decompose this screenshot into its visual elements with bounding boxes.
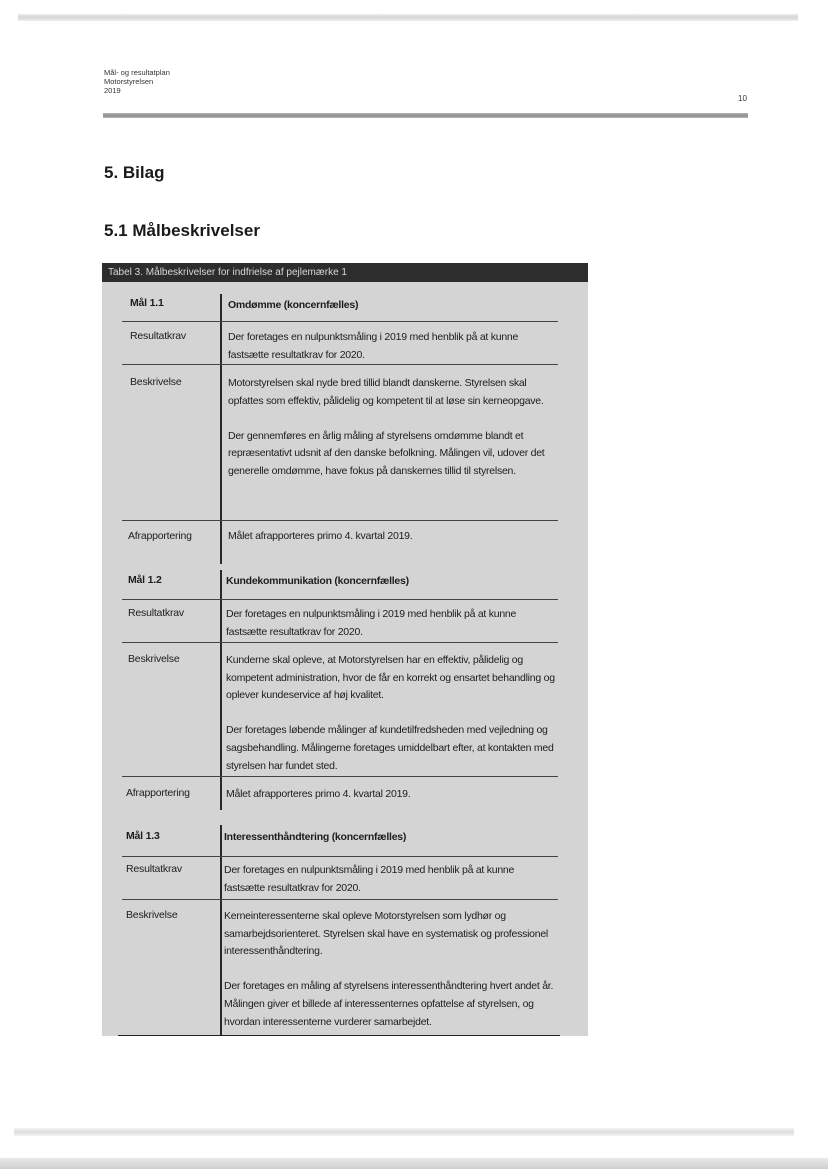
row-label: Beskrivelse xyxy=(128,653,180,665)
page-number: 10 xyxy=(738,94,747,103)
paragraph: Der foretages en nulpunktsmåling i 2019 med henblik på at kunne fastsætte resultatkrav for 2020. xyxy=(226,608,517,638)
row-label: Resultatkrav xyxy=(130,330,186,342)
subsection-title: 5.1 Målbeskrivelser xyxy=(104,221,260,240)
goal-title: Interessenthåndtering (koncernfælles) xyxy=(224,831,407,843)
header-line-2: Motorstyrelsen xyxy=(104,77,154,86)
row-label: Afrapportering xyxy=(126,787,190,799)
paragraph: Der foretages løbende målinger af kundetilfredsheden med vejledning og sagsbehandling. Målingerne foretages umiddelbart efter, at kontakten med styrelsen har fundet sted. xyxy=(226,724,554,772)
paragraph: Der foretages en nulpunktsmåling i 2019 med henblik på at kunne fastsætte resultatkrav for 2020. xyxy=(228,331,519,361)
row-label: Beskrivelse xyxy=(126,909,178,921)
row-text xyxy=(224,862,556,897)
row-text xyxy=(226,652,558,775)
paragraph: Der gennemføres en årlig måling af styrelsens omdømme blandt et repræsentativt udsnit af den danske befolkning. Målingen vil, udover det generelle omdømme, have fokus på danskernes tillid til styrelsen. xyxy=(228,429,545,477)
paragraph: Målet afrapporteres primo 4. kvartal 2019. xyxy=(228,530,413,542)
paragraph: Motorstyrelsen skal nyde bred tillid blandt danskerne. Styrelsen skal opfattes som effektiv, pålidelig og kompetent til at løse sin kerneopgave. xyxy=(228,377,544,407)
header-rule xyxy=(103,113,748,118)
column-divider xyxy=(220,570,222,810)
row-divider xyxy=(122,776,558,777)
table-caption: Tabel 3. Målbeskrivelser for indfrielse af pejlemærke 1 xyxy=(102,263,588,282)
document-header xyxy=(104,68,170,95)
goal-label: Mål 1.1 xyxy=(130,297,164,309)
row-divider xyxy=(122,599,558,600)
row-label: Afrapportering xyxy=(128,530,192,542)
row-divider xyxy=(122,642,558,643)
scan-page-edge xyxy=(0,1158,828,1169)
paragraph: Der foretages en nulpunktsmåling i 2019 med henblik på at kunne fastsætte resultatkrav for 2020. xyxy=(224,864,515,894)
scan-shadow-top xyxy=(18,14,798,21)
row-text xyxy=(224,908,556,1031)
row-text xyxy=(226,786,558,804)
row-divider xyxy=(122,856,558,857)
row-label: Beskrivelse xyxy=(130,376,182,388)
row-divider xyxy=(122,321,558,322)
paragraph: Der foretages en måling af styrelsens interessenthåndtering hvert andet år. Målingen giver et billede af interessenternes opfattelse af styrelsen, og hvordan interessenterne vurderer samarbejdet. xyxy=(224,980,554,1028)
row-label: Resultatkrav xyxy=(128,607,184,619)
paragraph: Kunderne skal opleve, at Motorstyrelsen har en effektiv, pålidelig og kompetent administration, hvor de får en korrekt og ensartet behandling og oplever kundeservice af høj kvalitet. xyxy=(226,654,555,702)
row-label: Resultatkrav xyxy=(126,863,182,875)
header-line-3: 2019 xyxy=(104,86,121,95)
goal-label: Mål 1.2 xyxy=(128,574,162,586)
goal-label: Mål 1.3 xyxy=(126,830,160,842)
paragraph: Kerneinteressenterne skal opleve Motorstyrelsen som lydhør og samarbejdsorienteret. Styrelsen skal have en systematisk og professionel interessenthåndtering. xyxy=(224,910,548,958)
row-divider xyxy=(122,899,558,900)
row-text xyxy=(228,528,560,546)
row-text xyxy=(228,329,560,364)
scan-shadow-bottom xyxy=(14,1128,794,1136)
row-divider xyxy=(122,520,558,521)
section-title: 5. Bilag xyxy=(104,163,165,182)
goal-title: Kundekommunikation (koncernfælles) xyxy=(226,575,409,587)
header-line-1: Mål- og resultatplan xyxy=(104,68,170,77)
paragraph: Målet afrapporteres primo 4. kvartal 2019. xyxy=(226,788,411,800)
row-text xyxy=(228,375,560,481)
row-divider xyxy=(118,1035,560,1036)
row-text xyxy=(226,606,558,641)
goal-title: Omdømme (koncernfælles) xyxy=(228,299,359,311)
goal-table xyxy=(102,282,588,1036)
column-divider xyxy=(220,294,222,564)
